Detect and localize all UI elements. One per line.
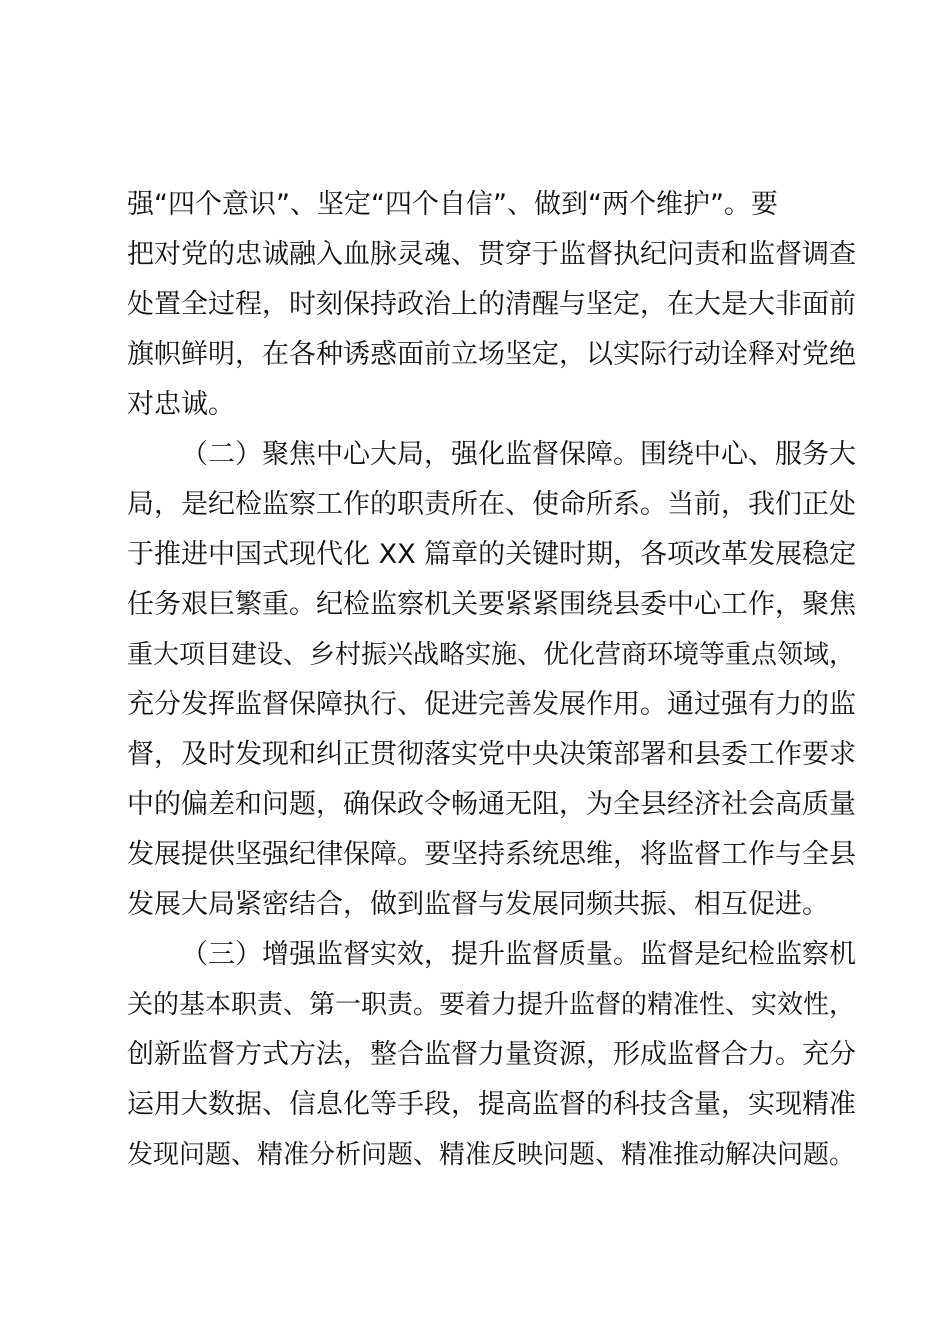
text-line: 中的偏差和问题，确保政令畅通无阻，为全县经济社会高质量 [127,789,856,820]
section-heading-line: （三）增强监督实效，提升监督质量。监督是纪检监察机 [181,939,856,970]
text-line: 旗帜鲜明，在各种诱惑面前立场坚定，以实际行动诠释对党绝 [127,339,856,370]
text-line: 充分发挥监督保障执行、促进完善发展作用。通过强有力的监 [127,689,856,720]
text-line: 把对党的忠诚融入血脉灵魂、贯穿于监督执纪问责和监督调查 [127,239,856,270]
text-line: 于推进中国式现代化 XX 篇章的关键时期，各项改革发展稳定 [127,539,857,570]
text-line: 运用大数据、信息化等手段，提高监督的科技含量，实现精准 [127,1089,856,1120]
text-line: 发现问题、精准分析问题、精准反映问题、精准推动解决问题。 [127,1140,856,1170]
text-line: 任务艰巨繁重。纪检监察机关要紧紧围绕县委中心工作，聚焦 [127,589,856,620]
text-line: 局，是纪检监察工作的职责所在、使命所系。当前，我们正处 [127,489,856,520]
text-line: 处置全过程，时刻保持政治上的清醒与坚定，在大是大非面前 [127,289,856,320]
text-line: 关的基本职责、第一职责。要着力提升监督的精准性、实效性， [127,990,856,1020]
text-line: 对忠诚。 [127,389,235,420]
section-heading-line: （二）聚焦中心大局，强化监督保障。围绕中心、服务大 [181,439,856,470]
text-line: 督，及时发现和纠正贯彻落实党中央决策部署和县委工作要求 [127,739,856,770]
text-line: 强“四个意识”、坚定“四个自信”、做到“两个维护”。要 [127,189,778,220]
text-line: 发展提供坚强纪律保障。要坚持系统思维，将监督工作与全县 [127,839,856,870]
text-line: 创新监督方式方法，整合监督力量资源，形成监督合力。充分 [127,1039,856,1070]
text-line: 重大项目建设、乡村振兴战略实施、优化营商环境等重点领域， [127,640,856,670]
text-line: 发展大局紧密结合，做到监督与发展同频共振、相互促进。 [127,889,829,920]
